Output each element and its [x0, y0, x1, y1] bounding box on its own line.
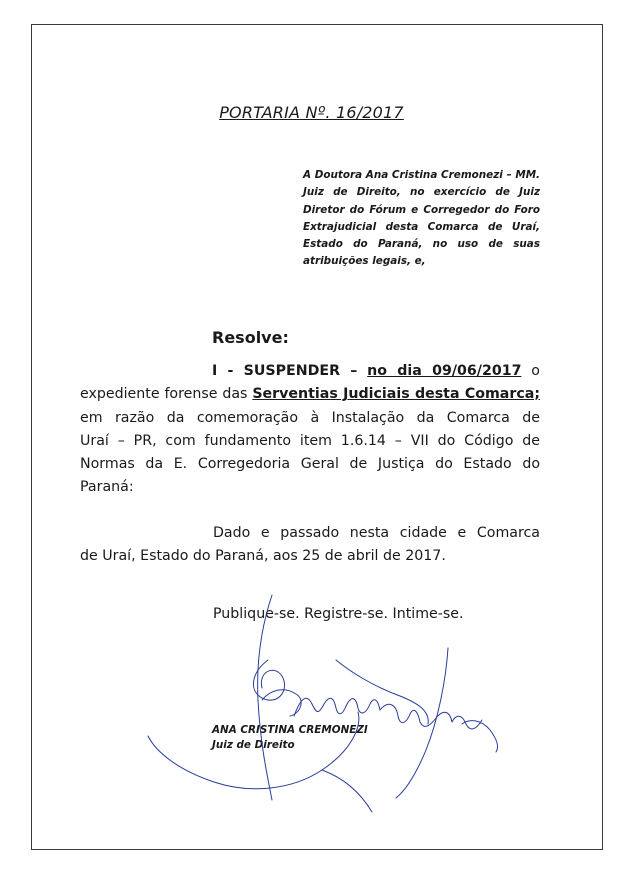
article-object: Serventias Judiciais desta Comarca;: [252, 386, 541, 403]
article-line-5: Normas da E. Corregedoria Geral de Justiça do Estado do: [80, 456, 540, 473]
publish-statement: Publique-se. Registre-se. Intime-se.: [213, 606, 464, 622]
article-line-4: Uraí – PR, com fundamento item 1.6.14 – VII do Código de: [80, 432, 540, 449]
article-number: I - SUSPENDER –: [212, 363, 358, 379]
article-line-6: Paraná:: [80, 479, 134, 496]
article-after-date: o: [531, 363, 540, 379]
article-line-2: [80, 383, 540, 406]
signer-block: [212, 723, 368, 753]
article-paragraph: [80, 360, 540, 500]
article-line-2-prefix: expediente forense das: [80, 386, 248, 403]
given-paragraph: [80, 522, 540, 569]
resolve-heading: Resolve:: [212, 328, 289, 347]
article-date: no dia 09/06/2017: [367, 363, 522, 379]
preamble-paragraph: A Doutora Ana Cristina Cremonezi – MM. Juiz de Direito, no exercício de Juiz Diretor do Fórum e Corregedor do Foro Extrajudicial desta Comarca de Uraí, Estado do Paraná, no uso de suas atribuições legais, e,: [303, 169, 540, 268]
signer-role: Juiz de Direito: [212, 739, 295, 751]
given-line-2: de Uraí, Estado do Paraná, aos 25 de abril de 2017.: [80, 548, 446, 565]
article-line-1: [80, 360, 540, 383]
article-line-3: em razão da comemoração à Instalação da Comarca de: [80, 409, 540, 426]
document-title: PORTARIA Nº. 16/2017: [219, 103, 404, 122]
signer-name: ANA CRISTINA CREMONEZI: [212, 724, 368, 736]
given-line-1: Dado e passado nesta cidade e Comarca: [213, 525, 540, 541]
